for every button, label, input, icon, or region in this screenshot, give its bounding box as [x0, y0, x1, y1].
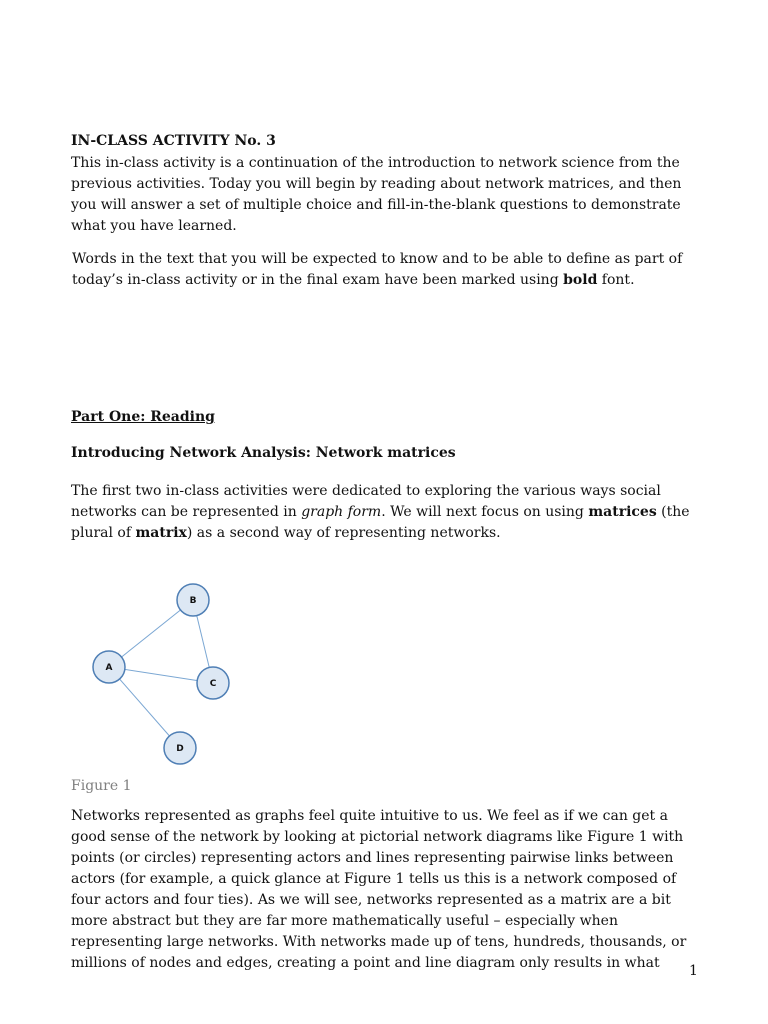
figure-caption: Figure 1	[71, 778, 132, 794]
intro-paragraph: This in-class activity is a continuation of the introduction to network science from the previous activities. Today you will begin by reading about network matrices, and then you will answer a set of multiple choice and fill-in-the-blank questions to demonstrate what you have learned.	[71, 155, 682, 234]
matrices-text-3: (the plural of	[71, 504, 690, 541]
node-b-label: B	[189, 596, 197, 606]
node-a-label: A	[105, 663, 113, 673]
page-number: 1	[689, 963, 698, 979]
node-a	[93, 651, 125, 683]
bold-note-paragraph	[72, 249, 702, 291]
bold-note-text: Words in the text that you will be expected to know and to be able to define as part of today’s in-class activity or in the final exam have been marked using	[72, 251, 683, 288]
node-c-label: C	[209, 679, 217, 689]
network-diagram	[80, 572, 250, 772]
section-heading: Introducing Network Analysis: Network matrices	[71, 445, 456, 461]
matrices-text-2: . We will next focus on using	[381, 504, 589, 520]
matrices-paragraph	[71, 481, 701, 544]
bold-note-end: font.	[597, 272, 635, 288]
bold-note-bold-word: bold	[563, 272, 598, 288]
node-c	[197, 667, 229, 699]
matrix-bold: matrix	[135, 525, 187, 541]
graphs-paragraph: Networks represented as graphs feel quite intuitive to us. We feel as if we can get a good sense of the network by looking at pictorial network diagrams like Figure 1 with points (or circles) representing actors and lines representing pairwise links between actors (for example, a quick glance at Figure 1 tells us this is a network composed of four actors and four ties). As we will see, networks represented as a matrix are a bit more abstract but they are far more mathematically useful – especially when representing large networks. With networks made up of tens, hundreds, thousands, or millions of nodes and edges, creating a point and line diagram only results in what	[71, 808, 687, 971]
part-heading: Part One: Reading	[71, 409, 215, 425]
matrices-text-1: The first two in-class activities were dedicated to exploring the various ways social networks can be represented in	[71, 483, 661, 520]
node-d	[164, 732, 196, 764]
matrices-bold: matrices	[588, 504, 657, 520]
matrices-text-4: ) as a second way of representing networks.	[186, 525, 501, 541]
activity-title: IN-CLASS ACTIVITY No. 3	[71, 133, 276, 149]
node-d-label: D	[176, 744, 184, 754]
graph-form-italic: graph form	[301, 504, 382, 520]
node-b	[177, 584, 209, 616]
